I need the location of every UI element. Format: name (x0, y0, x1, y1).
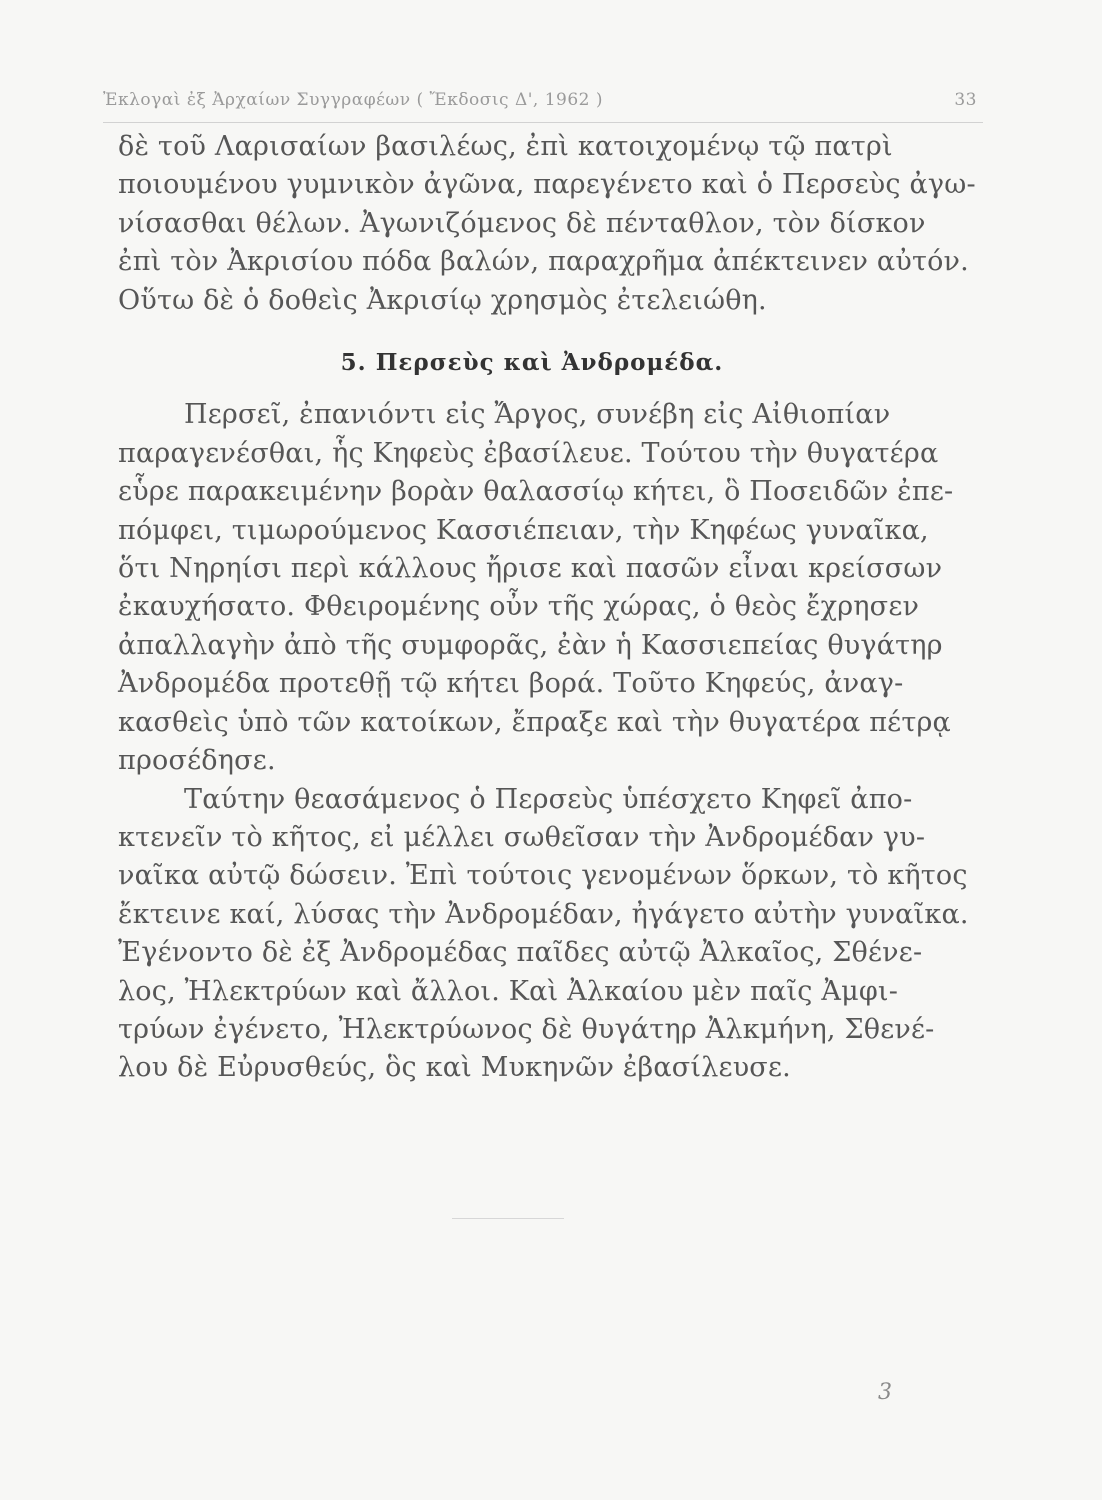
text-line: κασθεὶς ὑπὸ τῶν κατοίκων, ἔπραξε καὶ τὴν θυγατέρα πέτρᾳ (118, 706, 951, 738)
text-line: ποιουμένου γυμνικὸν ἀγῶνα, παρεγένετο καὶ ὁ Περσεὺς ἀγω- (118, 169, 976, 201)
closing-divider (452, 1218, 564, 1219)
header-divider (103, 122, 983, 123)
book-title: Ἐκλογαὶ ἐξ Ἀρχαίων Συγγραφέων ( Ἔκδοσις Δ', 1962 ) (103, 90, 604, 110)
text-line: ἀπαλλαγὴν ἀπὸ τῆς συμφορᾶς, ἐὰν ἡ Κασσιεπείας θυγάτηρ (118, 629, 943, 661)
text-line: ναῖκα αὐτῷ δώσειν. Ἐπὶ τούτοις γενομένων ὅρκων, τὸ κῆτος (118, 860, 968, 892)
text-line: νίσασθαι θέλων. Ἀγωνιζόμενος δὲ πένταθλον, τὸν δίσκον (118, 207, 926, 239)
text-line: ἐκαυχήσατο. Φθειρομένης οὖν τῆς χώρας, ὁ θεὸς ἔχρησεν (118, 591, 920, 623)
text-line: λου δὲ Εὐρυσθεύς, ὃς καὶ Μυκηνῶν ἐβασίλευσε. (118, 1052, 791, 1084)
text-line: παραγενέσθαι, ἧς Κηφεὺς ἐβασίλευε. Τούτου τὴν θυγατέρα (118, 437, 939, 469)
text-line: Ἐγένοντο δὲ ἐξ Ἀνδρομέδας παῖδες αὐτῷ Ἀλκαῖος, Σθένε- (118, 937, 923, 969)
running-header (103, 86, 983, 116)
text-line: πόμφει, τιμωρούμενος Κασσιέπειαν, τὴν Κηφέως γυναῖκα, (118, 514, 929, 546)
text-line: ἔκτεινε καί, λύσας τὴν Ἀνδρομέδαν, ἠγάγετο αὐτὴν γυναῖκα. (118, 898, 969, 930)
paragraph-3 (118, 781, 969, 1088)
paragraph-1 (118, 128, 976, 320)
section-heading: 5. Περσεὺς καὶ Ἀνδρομέδα. (340, 349, 724, 377)
text-line: Οὕτω δὲ ὁ δοθεὶς Ἀκρισίῳ χρησμὸς ἐτελειώθη. (118, 284, 767, 316)
page-number: 33 (954, 90, 977, 110)
text-line: Ταύτην θεασάμενος ὁ Περσεὺς ὑπέσχετο Κηφεῖ ἀπο- (184, 783, 913, 815)
text-line: Ἀνδρομέδα προτεθῇ τῷ κήτει βορά. Τοῦτο Κηφεύς, ἀναγ- (118, 668, 904, 700)
paragraph-2 (118, 396, 954, 780)
signature-mark: 3 (878, 1380, 892, 1405)
page-body (118, 128, 976, 1088)
text-line: εὗρε παρακειμένην βορὰν θαλασσίῳ κήτει, ὃ Ποσειδῶν ἐπε- (118, 476, 954, 508)
text-line: ἐπὶ τὸν Ἀκρισίου πόδα βαλών, παραχρῆμα ἀπέκτεινεν αὐτόν. (118, 246, 969, 278)
text-line: Περσεῖ, ἐπανιόντι εἰς Ἄργος, συνέβη εἰς Αἰθιοπίαν (184, 399, 891, 431)
text-line: ὅτι Νηρηίσι περὶ κάλλους ἤρισε καὶ πασῶν εἶναι κρείσσων (118, 553, 943, 585)
text-line: λος, Ἠλεκτρύων καὶ ἄλλοι. Καὶ Ἀλκαίου μὲν παῖς Ἀμφι- (118, 975, 899, 1007)
text-line: τρύων ἐγένετο, Ἠλεκτρύωνος δὲ θυγάτηρ Ἀλκμήνη, Σθενέ- (118, 1013, 935, 1045)
text-line: προσέδησε. (118, 745, 276, 777)
text-line: δὲ τοῦ Λαρισαίων βασιλέως, ἐπὶ κατοιχομένῳ τῷ πατρὶ (118, 131, 893, 162)
text-line: κτενεῖν τὸ κῆτος, εἰ μέλλει σωθεῖσαν τὴν Ἀνδρομέδαν γυ- (118, 821, 926, 853)
